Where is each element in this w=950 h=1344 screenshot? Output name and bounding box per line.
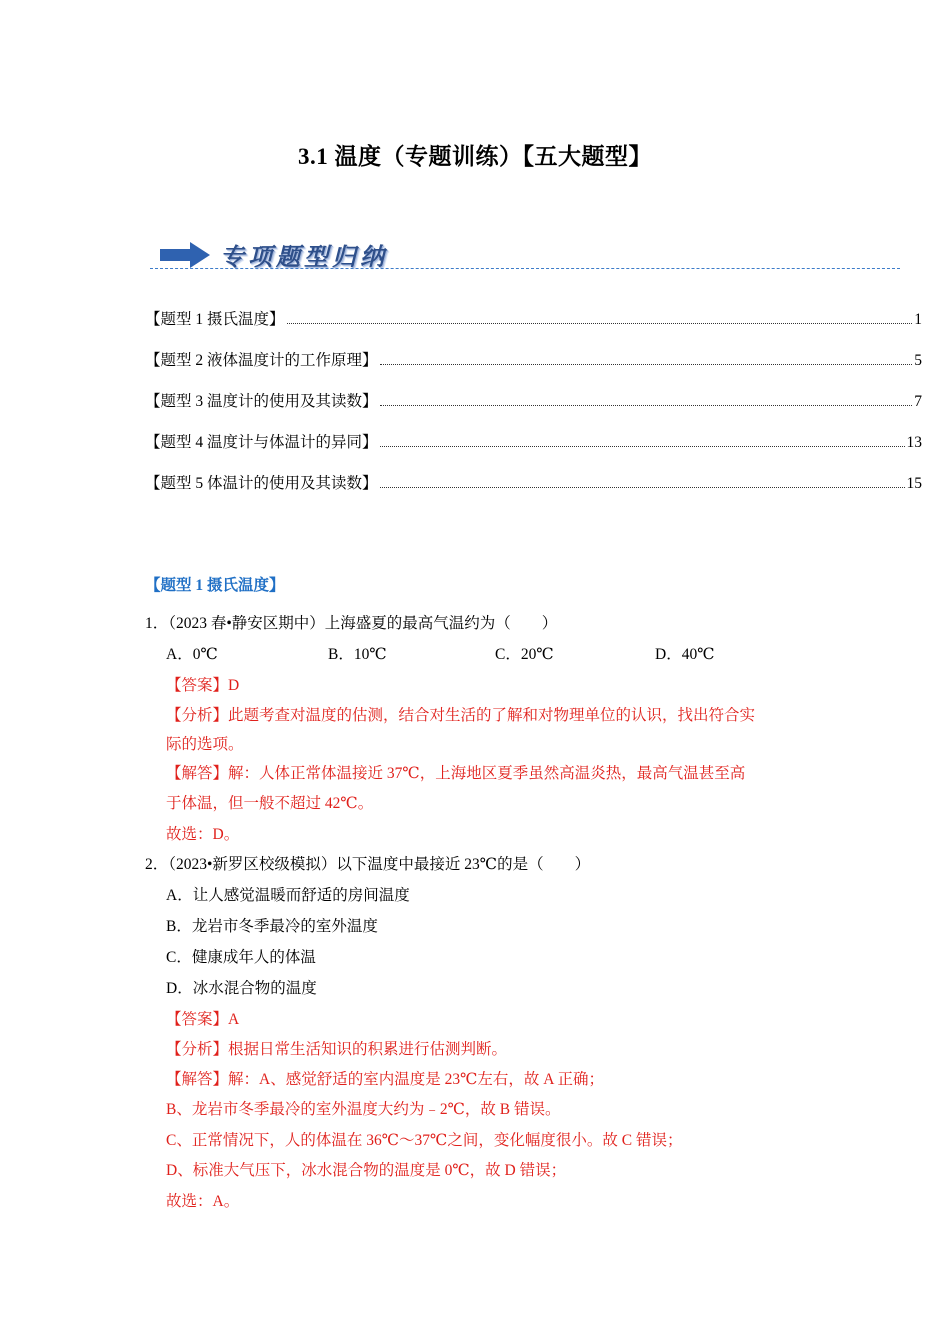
banner-divider	[150, 268, 900, 269]
answer: 【答案】D	[166, 677, 240, 694]
conclusion: 故选：D。	[166, 826, 240, 843]
toc-entry[interactable]	[145, 348, 922, 370]
option-b: B．10℃	[328, 646, 387, 663]
solution-line: D、标准大气压下，冰水混合物的温度是 0℃，故 D 错误；	[166, 1162, 567, 1179]
answer: 【答案】A	[166, 1011, 240, 1028]
page-title: 3.1 温度（专题训练）【五大题型】	[298, 144, 652, 169]
solution-cont: 于体温，但一般不超过 42℃。	[166, 795, 374, 812]
section-heading: 【题型 1 摄氏温度】	[145, 577, 285, 594]
question-stem: 1．（2023 春•静安区期中）上海盛夏的最高气温约为（ ）	[145, 615, 558, 632]
option-a: A．让人感觉温暖而舒适的房间温度	[166, 887, 410, 904]
toc-entry-page: 7	[914, 393, 922, 410]
arrow-right-icon	[160, 242, 210, 268]
toc-entry-page: 13	[906, 434, 922, 451]
toc-entry-page: 5	[914, 352, 922, 369]
solution: 【解答】解：人体正常体温接近 37℃，上海地区夏季虽然高温炎热，最高气温甚至高	[166, 765, 746, 782]
option-b: B．龙岩市冬季最冷的室外温度	[166, 918, 378, 935]
solution: 【解答】解：A、感觉舒适的室内温度是 23℃左右，故 A 正确；	[166, 1071, 604, 1088]
toc-leader	[287, 323, 913, 324]
toc-entry-label: 【题型 3 温度计的使用及其读数】	[145, 393, 378, 410]
solution-line: C、正常情况下，人的体温在 36℃～37℃之间，变化幅度很小。故 C 错误；	[166, 1132, 683, 1149]
toc-leader	[380, 364, 913, 365]
solution-line: B、龙岩市冬季最冷的室外温度大约为﹣2℃，故 B 错误。	[166, 1101, 561, 1118]
toc-entry[interactable]	[145, 430, 922, 452]
toc-leader	[380, 487, 905, 488]
conclusion: 故选：A。	[166, 1193, 240, 1210]
option-c: C．健康成年人的体温	[166, 949, 316, 966]
toc-entry-label: 【题型 4 温度计与体温计的异同】	[145, 434, 378, 451]
toc-leader	[380, 446, 905, 447]
toc-entry-label: 【题型 5 体温计的使用及其读数】	[145, 475, 378, 492]
toc-entry[interactable]	[145, 471, 922, 493]
toc-leader	[380, 405, 913, 406]
toc-entry-page: 1	[914, 311, 922, 328]
option-a: A．0℃	[166, 646, 218, 663]
toc-entry[interactable]	[145, 389, 922, 411]
option-d: D．40℃	[655, 646, 715, 663]
option-c: C．20℃	[495, 646, 554, 663]
analysis-cont: 际的选项。	[166, 736, 244, 753]
option-d: D．冰水混合物的温度	[166, 980, 317, 997]
toc-entry-page: 15	[906, 475, 922, 492]
toc-entry[interactable]	[145, 307, 922, 329]
question-stem: 2．（2023•新罗区校级模拟）以下温度中最接近 23℃的是（ ）	[145, 856, 591, 873]
analysis: 【分析】此题考查对温度的估测，结合对生活的了解和对物理单位的认识，找出符合实	[166, 707, 756, 724]
toc-entry-label: 【题型 2 液体温度计的工作原理】	[145, 352, 378, 369]
toc-entry-label: 【题型 1 摄氏温度】	[145, 311, 285, 328]
analysis: 【分析】根据日常生活知识的积累进行估测判断。	[166, 1041, 508, 1058]
banner-title: 专项题型归纳	[220, 245, 388, 271]
